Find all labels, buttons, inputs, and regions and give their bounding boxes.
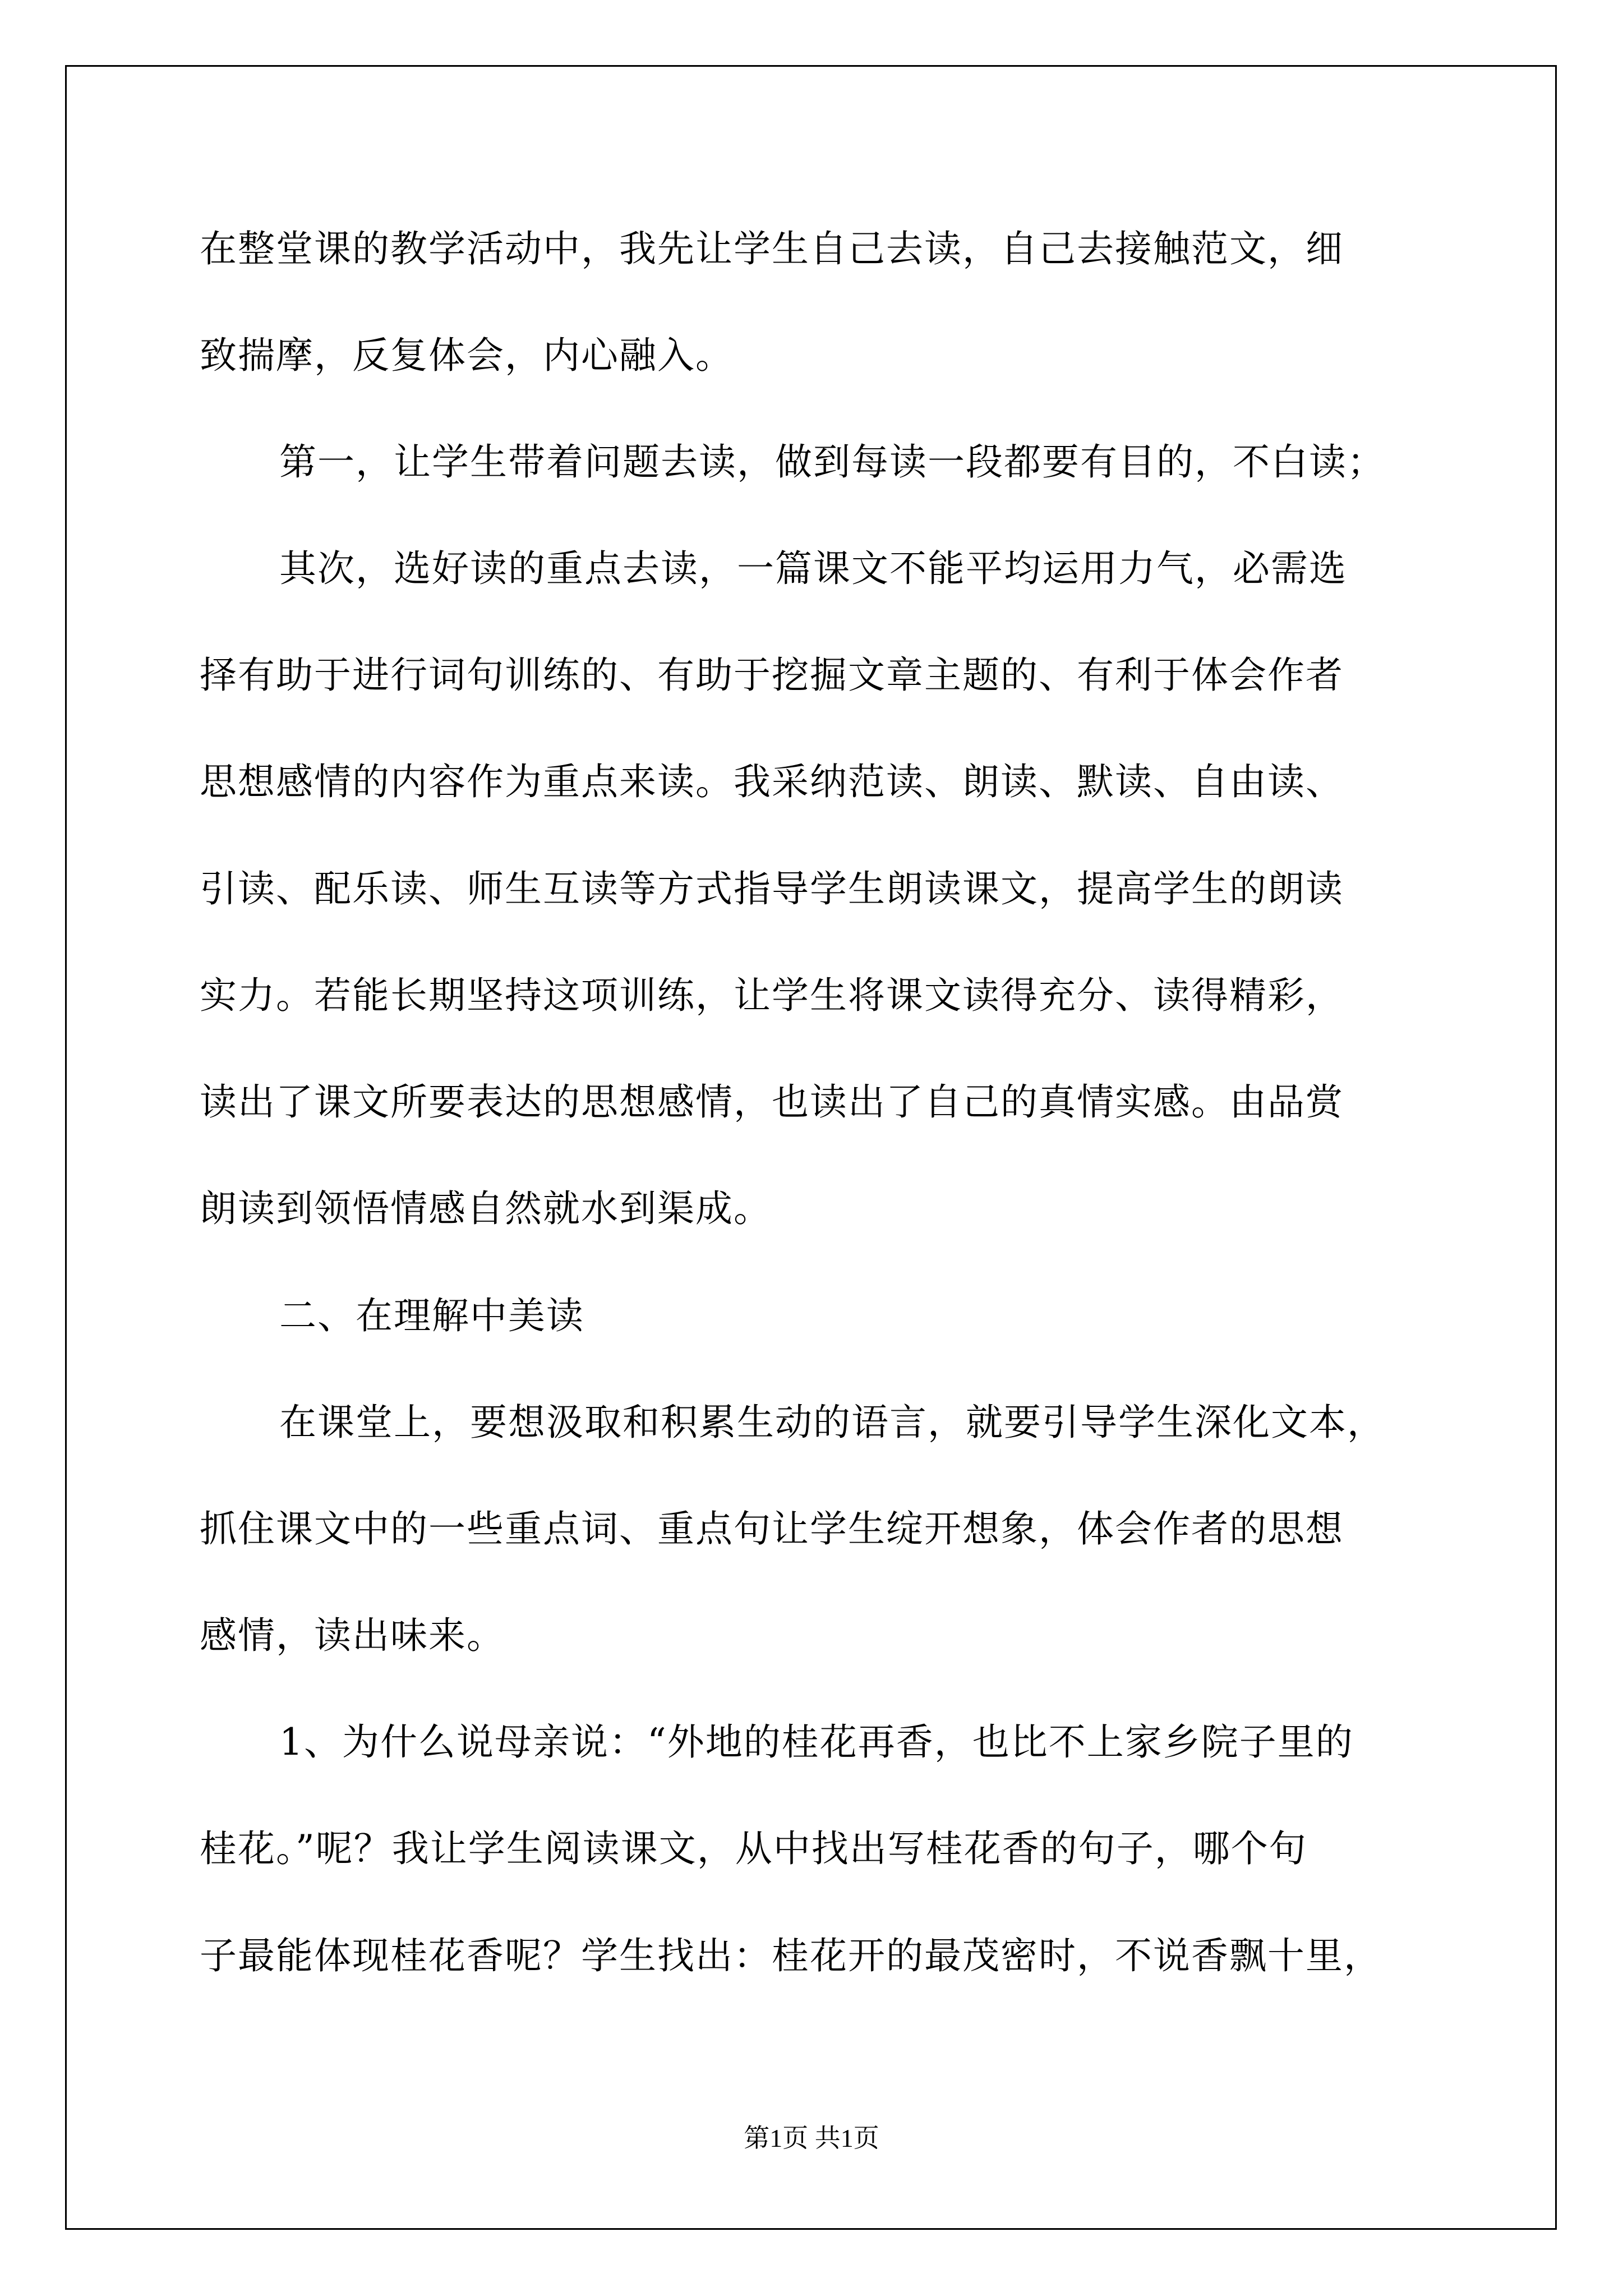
text-line: 子最能体现桂花香呢？学生找出：桂花开的最茂密时，不说香飘十里， <box>200 1934 1382 1977</box>
text-line: 1、为什么说母亲说：“外地的桂花再香，也比不上家乡院子里的 <box>279 1720 1354 1764</box>
text-line: 思想感情的内容作为重点来读。我采纳范读、朗读、默读、自由读、 <box>200 760 1344 803</box>
text-line: 朗读到领悟情感自然就水到渠成。 <box>200 1187 772 1230</box>
text-line: 致揣摩，反复体会，内心融入。 <box>200 334 734 377</box>
text-line: 第一，让学生带着问题去读，做到每读一段都要有目的，不白读； <box>279 440 1385 484</box>
text-line: 抓住课文中的一些重点词、重点句让学生绽开想象，体会作者的思想 <box>200 1507 1344 1550</box>
text-line: 在课堂上，要想汲取和积累生动的语言，就要引导学生深化文本， <box>279 1401 1385 1444</box>
text-line: 择有助于进行词句训练的、有助于挖掘文章主题的、有利于体会作者 <box>200 654 1344 697</box>
text-line: 感情，读出味来。 <box>200 1614 505 1657</box>
section-heading: 二、在理解中美读 <box>279 1294 584 1337</box>
text-line: 其次，选好读的重点去读，一篇课文不能平均运用力气，必需选 <box>279 547 1347 590</box>
text-line: 读出了课文所要表达的思想感情，也读出了自己的真情实感。由品赏 <box>200 1080 1344 1124</box>
text-line: 桂花。”呢？我让学生阅读课文，从中找出写桂花香的句子，哪个句 <box>200 1827 1307 1870</box>
text-line: 实力。若能长期坚持这项训练，让学生将课文读得充分、读得精彩， <box>200 974 1344 1017</box>
text-line: 引读、配乐读、师生互读等方式指导学生朗读课文，提高学生的朗读 <box>200 867 1344 910</box>
page-border <box>65 65 1557 2230</box>
text-line: 在整堂课的教学活动中，我先让学生自己去读，自己去接触范文，细 <box>200 227 1344 270</box>
page-number-footer: 第1页 共1页 <box>744 2124 879 2152</box>
